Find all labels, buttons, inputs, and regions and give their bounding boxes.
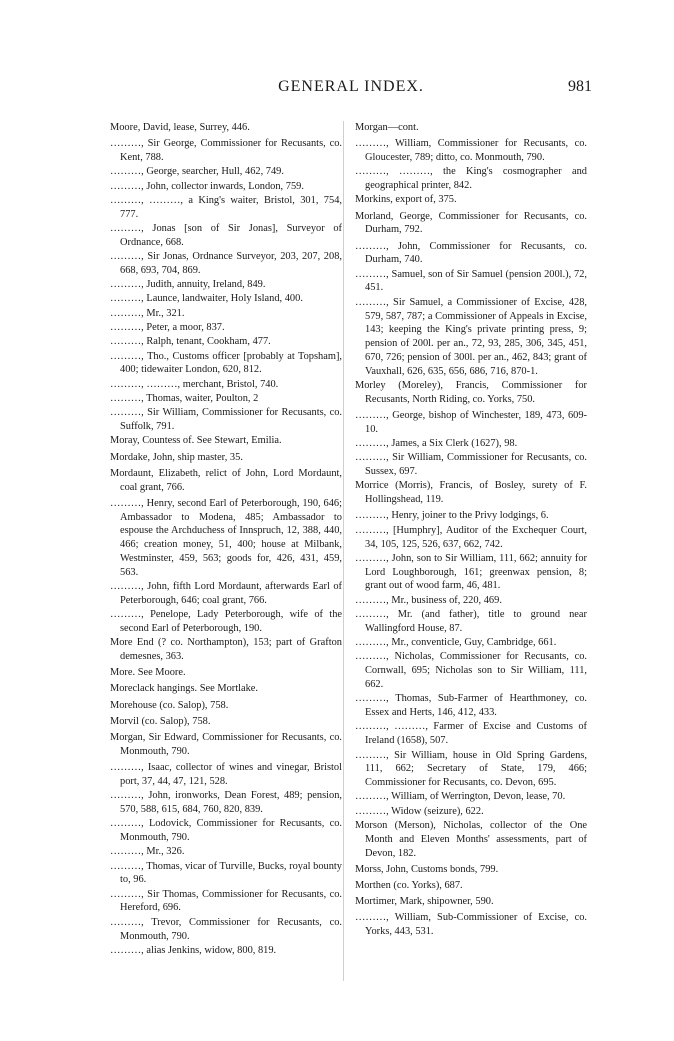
index-entry: Mortimer, Mark, shipowner, 590. bbox=[355, 896, 494, 908]
index-entry: More End (? co. Northampton), 153; part of Grafton demesnes, 363. bbox=[110, 637, 342, 663]
index-entry: Morland, George, Commissioner for Recusants, co. Durham, 792. bbox=[355, 210, 587, 236]
index-subentry: ………, Isaac, collector of wines and vinegar, Bristol port, 37, 44, 47, 121, 528. bbox=[110, 761, 342, 787]
index-subentry: ………, George, bishop of Winchester, 189, 473, 609-10. bbox=[355, 410, 587, 435]
index-subentry: ………, Ralph, tenant, Cookham, 477. bbox=[110, 336, 271, 348]
index-subentry: ………, Nicholas, Commissioner for Recusants, co. Cornwall, 695; Nicholas son to Sir William, 111, 662. bbox=[355, 651, 587, 691]
index-entry: Moore, David, lease, Surrey, 446. bbox=[110, 122, 250, 133]
page-number: 981 bbox=[568, 78, 592, 95]
index-entry: Morehouse (co. Salop), 758. bbox=[110, 699, 229, 711]
index-entry: Morson (Merson), Nicholas, collector of the One Month and Eleven Months' assessments, part of Devon, 182. bbox=[355, 820, 587, 859]
index-subentry: ………, Sir Samuel, a Commissioner of Excise, 428, 579, 587, 787; a Commissioner of Appeals in Excise, 143; keeping the King's private printing press, 9; pension of 200l. per an., 72, 93, 285, 306, 345, 451, 670, 726; pension of 300l. per an., 462, 843; grant of Vauxhall, 626, 635, 656, 686, 716, 870-1. bbox=[355, 296, 587, 377]
index-subentry: ………, Mr., 321. bbox=[110, 307, 185, 319]
index-subentry: ………, John, fifth Lord Mordaunt, afterwards Earl of Peterborough, 646; coal grant, 766. bbox=[110, 581, 342, 606]
index-subentry: ………, John, collector inwards, London, 759. bbox=[110, 180, 304, 192]
index-subentry: ………, Mr., conventicle, Guy, Cambridge, 661. bbox=[355, 637, 557, 649]
index-entry: Morkins, export of, 375. bbox=[355, 194, 457, 206]
index-subentry: ………, Lodovick, Commissioner for Recusants, co. Monmouth, 790. bbox=[110, 818, 342, 843]
index-subentry: ………, Sir Jonas, Ordnance Surveyor, 203, 207, 208, 668, 693, 704, 869. bbox=[110, 251, 342, 276]
index-subentry: ………, Trevor, Commissioner for Recusants, co. Monmouth, 790. bbox=[110, 916, 342, 942]
index-column-right bbox=[355, 121, 587, 939]
index-subentry: ………, Sir William, Commissioner for Recusants, co. Sussex, 697. bbox=[355, 452, 587, 478]
index-entry: More. See Moore. bbox=[110, 667, 186, 679]
index-subentry: ………, Samuel, son of Sir Samuel (pension 200l.), 72, 451. bbox=[355, 268, 587, 294]
index-subentry: ………, Sir William, Commissioner for Recusants, co. Suffolk, 791. bbox=[110, 407, 342, 433]
index-subentry: ………, Henry, joiner to the Privy lodgings, 6. bbox=[355, 510, 549, 522]
index-subentry: ………, Widow (seizure), 622. bbox=[355, 805, 484, 817]
index-subentry: ………, Judith, annuity, Ireland, 849. bbox=[110, 279, 266, 291]
column-divider bbox=[343, 121, 344, 981]
index-subentry: ………, [Humphry], Auditor of the Exchequer Court, 34, 105, 125, 526, 637, 662, 742. bbox=[355, 524, 587, 550]
index-subentry: ………, Sir Thomas, Commissioner for Recusants, co. Hereford, 696. bbox=[110, 888, 342, 914]
index-subentry: ………, John, son to Sir William, 111, 662; annuity for Lord Loughborough, 161; greenwax pension, 8; grant out of wood farm, 46, 481. bbox=[355, 552, 587, 592]
index-subentry: ………, ………, the King's cosmographer and geographical printer, 842. bbox=[355, 166, 587, 192]
index-subentry: ………, Mr. (and father), title to ground near Wallingford House, 87. bbox=[355, 609, 587, 634]
index-subentry: ………, William, Commissioner for Recusants, co. Gloucester, 789; ditto, co. Monmouth, 790. bbox=[355, 138, 587, 163]
index-subentry: ………, Sir George, Commissioner for Recusants, co. Kent, 788. bbox=[110, 138, 342, 163]
index-subentry: ………, alias Jenkins, widow, 800, 819. bbox=[110, 944, 277, 956]
index-subentry: ………, James, a Six Clerk (1627), 98. bbox=[355, 438, 518, 450]
index-column-left bbox=[110, 121, 342, 958]
index-entry: Morley (Moreley), Francis, Commissioner for Recusants, North Riding, co. Yorks, 750. bbox=[355, 380, 587, 405]
index-subentry: ………, George, searcher, Hull, 462, 749. bbox=[110, 166, 284, 178]
index-subentry: ………, Sir William, house in Old Spring Gardens, 111, 662; Secretary of State, 179, 466; Commissioner for Recusants, co. Devon, 695. bbox=[355, 749, 587, 789]
index-subentry: ………, ………, Farmer of Excise and Customs of Ireland (1658), 507. bbox=[355, 721, 587, 747]
index-entry: Morgan, Sir Edward, Commissioner for Recusants, co. Monmouth, 790. bbox=[110, 731, 342, 757]
index-subentry: ………, William, of Werrington, Devon, lease, 70. bbox=[355, 791, 566, 803]
index-entry: Mordaunt, Elizabeth, relict of John, Lord Mordaunt, coal grant, 766. bbox=[110, 467, 342, 493]
index-entry: Mordake, John, ship master, 35. bbox=[110, 451, 243, 463]
index-subentry: ………, ………, a King's waiter, Bristol, 301, 754, 777. bbox=[110, 194, 342, 220]
index-subentry: ………, Thomas, waiter, Poulton, 2 bbox=[110, 393, 259, 405]
index-entry: Moray, Countess of. See Stewart, Emilia. bbox=[110, 435, 282, 447]
page-header bbox=[110, 78, 592, 102]
index-subentry: ………, Mr., business of, 220, 469. bbox=[355, 594, 502, 606]
index-entry: Morrice (Morris), Francis, of Bosley, surety of F. Hollingshead, 119. bbox=[355, 480, 587, 506]
index-subentry: ………, Peter, a moor, 837. bbox=[110, 322, 225, 334]
index-subentry: ………, Jonas [son of Sir Jonas], Surveyor of Ordnance, 668. bbox=[110, 222, 342, 248]
index-subentry: ………, William, Sub-Commissioner of Excise, co. Yorks, 443, 531. bbox=[355, 912, 587, 938]
index-subentry: ………, Tho., Customs officer [probably at Topsham], 400; tidewaiter London, 620, 812. bbox=[110, 350, 342, 376]
index-subentry: ………, Mr., 326. bbox=[110, 846, 185, 858]
index-subentry: ………, Henry, second Earl of Peterborough, 190, 646; Ambassador to Modena, 485; Ambassador to espouse the Archduchess of Innspruch, 12, 388, 440, 466; creation money, 51, 400; house at Milbank, Westminster, 459, 563; goods for, 426, 431, 459, 563. bbox=[110, 497, 342, 578]
index-subentry: ………, Launce, landwaiter, Holy Island, 400. bbox=[110, 293, 303, 305]
index-entry: Morgan—cont. bbox=[355, 122, 419, 133]
index-entry: Moreclack hangings. See Mortlake. bbox=[110, 683, 259, 695]
page-title: GENERAL INDEX. bbox=[278, 78, 424, 95]
index-entry: Morthen (co. Yorks), 687. bbox=[355, 879, 463, 891]
index-subentry: ………, Thomas, vicar of Turville, Bucks, royal bounty to, 96. bbox=[110, 860, 342, 886]
index-entry: Morvil (co. Salop), 758. bbox=[110, 715, 211, 727]
index-subentry: ………, ………, merchant, Bristol, 740. bbox=[110, 378, 279, 390]
index-subentry: ………, Thomas, Sub-Farmer of Hearthmoney, co. Essex and Herts, 146, 412, 433. bbox=[355, 693, 587, 719]
index-subentry: ………, Penelope, Lady Peterborough, wife of the second Earl of Peterborough, 190. bbox=[110, 609, 342, 634]
index-subentry: ………, John, ironworks, Dean Forest, 489; pension, 570, 588, 615, 684, 760, 820, 839. bbox=[110, 790, 342, 815]
index-entry: Morss, John, Customs bonds, 799. bbox=[355, 863, 499, 875]
index-subentry: ………, John, Commissioner for Recusants, co. Durham, 740. bbox=[355, 240, 587, 266]
